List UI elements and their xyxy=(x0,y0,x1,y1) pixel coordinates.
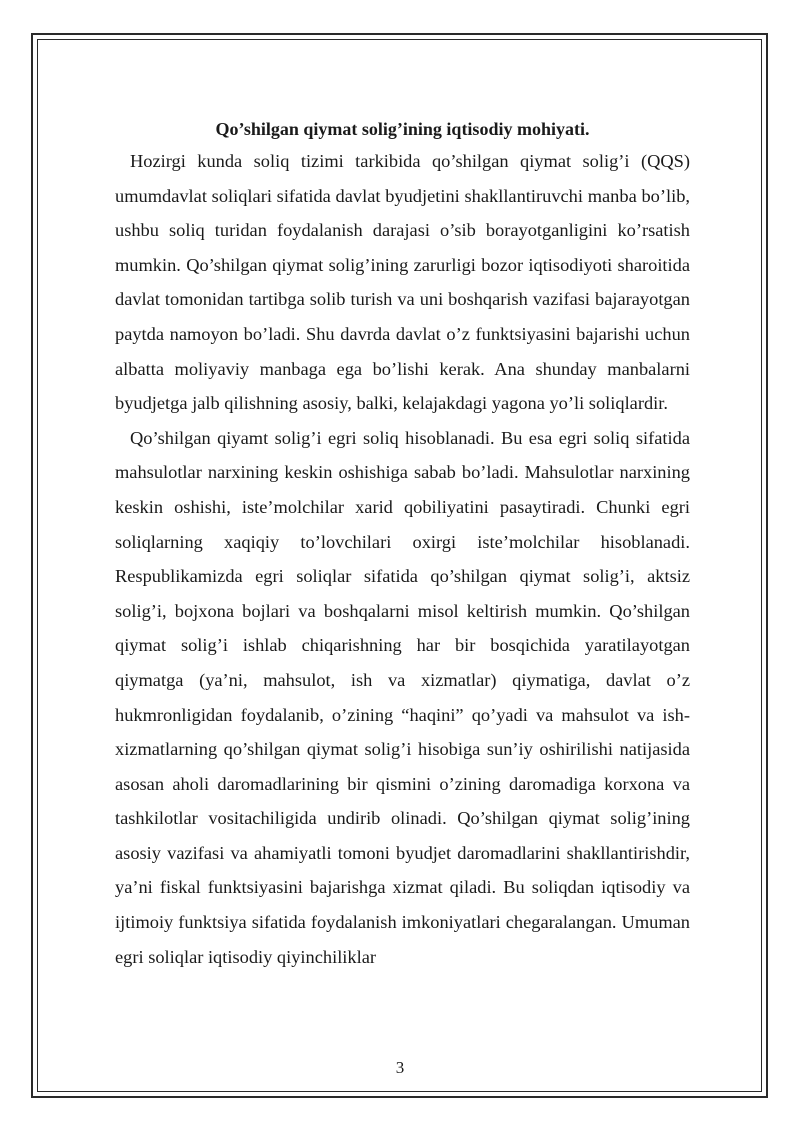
document-body xyxy=(115,114,690,974)
document-title: Qo’shilgan qiymat solig’ining iqtisodiy mohiyati. xyxy=(215,119,590,139)
page-number: 3 xyxy=(395,1058,405,1077)
paragraph-2: Qo’shilgan qiyamt solig’i egri soliq hisoblanadi. Bu esa egri soliq sifatida mahsulotlar narxining keskin oshishiga sabab bo’ladi. Mahsulotlar narxining keskin oshishi, iste’molchilar xarid qobiliyatini pasaytiradi. Chunki egri soliqlarning xaqiqiy to’lovchilari oxirgi iste’molchilar hisoblanadi. Respublikamizda egri soliqlar sifatida qo’shilgan qiymat solig’i, aktsiz solig’i, bojxona bojlari va boshqalarni misol keltirish mumkin. Qo’shilgan qiymat solig’i ishlab chiqarishning har bir bosqichida yaratilayotgan qiymatga (ya’ni, mahsulot, ish va xizmatlar) qiymatiga, davlat o’z hukmronligidan foydalanib, o’zining “haqini” qo’yadi va mahsulot va ish-xizmatlarning qo’shilgan qiymat solig’i hisobiga sun’iy oshirilishi natijasida asosan aholi daromadlarining bir qismini o’zining daromadiga korxona va tashkilotlar vositachiligida undirib olinadi. Qo’shilgan qiymat solig’ining asosiy vazifasi va ahamiyatli tomoni byudjet daromadlarini shakllantirishdir, ya’ni fiskal funktsiyasini bajarishga xizmat qiladi. Bu soliqdan iqtisodiy va ijtimoiy funktsiya sifatida foydalanish imkoniyatlari chegaralangan. Umuman egri soliqlar iqtisodiy qiyinchiliklar xyxy=(115,427,690,967)
paragraph-1: Hozirgi kunda soliq tizimi tarkibida qo’shilgan qiymat solig’i (QQS) umumdavlat soliqlari sifatida davlat byudjetini shakllantiruvchi manba bo’lib, ushbu soliq turidan foydalanish darajasi o’sib borayotganligini ko’rsatish mumkin. Qo’shilgan qiymat solig’ining zarurligi bozor iqtisodiyoti sharoitida davlat tomonidan tartibga solib turish va uni boshqarish vazifasi bajarayotgan paytda namoyon bo’ladi. Shu davrda davlat o’z funktsiyasini bajarishi uchun albatta moliyaviy manbaga ega bo’lishi kerak. Ana shunday manbalarni byudjetga jalb qilishning asosiy, balki, kelajakdagi yagona yo’li soliqlardir. xyxy=(115,151,690,414)
